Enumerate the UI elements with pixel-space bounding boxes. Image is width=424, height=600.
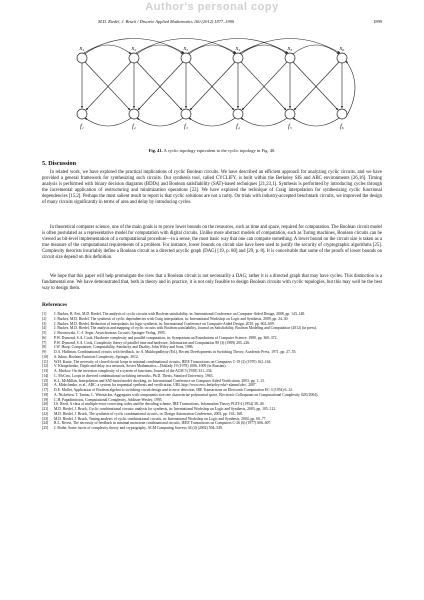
paragraph-3: We hope that this paper will help promulgate the view that a Boolean circuit is not necessarily a DAG; rather it is a directed graph that may have cycles. This distinction is a fundamental one. We have demonstrated that, both in theory and in practice, it is not only feasible to design Boolean circuits with cyclic topologies, but this may well be the best way to design them. xyxy=(42,274,382,292)
reference-item: [13] A. Markov, On the inversion complexity of a system of functions, Journal of the ACM 5 (1958) 331–334. xyxy=(42,369,213,373)
reference-item: [23] M.D. Riedel, J. Bruck, Timing analysis of cyclic combinational circuits, in: International Workshop on Logic and Synthesis, 2004, pp. 69–77. xyxy=(42,416,267,421)
bottom-node xyxy=(129,109,139,119)
bottom-node xyxy=(181,109,191,119)
page-number: 1899 xyxy=(373,19,382,24)
edge-bottom-arc xyxy=(241,118,287,126)
edge-bottom-arc xyxy=(293,118,339,126)
figure-cyclic-topology xyxy=(60,30,370,148)
top-node-label: x₄ xyxy=(235,46,241,52)
watermark: Author's personal copy xyxy=(145,1,279,13)
bottom-node-label: f₆ xyxy=(340,124,344,130)
reference-item: [19] C.H. Papadimitriou, Computational Complexity, Addison-Wesley, 1995. xyxy=(42,397,163,402)
edge-diagonal xyxy=(189,62,234,110)
edge-diagonal-back xyxy=(294,62,339,110)
edge-top-arc xyxy=(241,45,287,54)
top-node xyxy=(285,53,295,63)
top-node xyxy=(181,53,191,63)
reference-item: [14] C. McCaw, Loops in directed combinational switching networks, Ph.D. Thesis, Stanford University, 1963. xyxy=(42,373,214,378)
reference-item: [3] J. Backes, M.D. Riedel, Reduction of interpolants for logic synthesis, in: International Conference on Computer-Aided Design, 2010, pp. 602–609. xyxy=(42,321,275,326)
reference-item: [4] J. Backes, M.D. Riedel, The analysis and mapping of cyclic circuits with Boolean satisfiability, Journal on Satisfiability, Boolean Modeling and Computation (2012) (in press). xyxy=(42,326,318,331)
reference-item: [5] J. Brzozowski, C.-J. Seger, Asynchronous Circuits, Springer-Verlag, 1995. xyxy=(42,331,166,335)
edge-diagonal xyxy=(293,62,338,110)
reference-list xyxy=(42,312,384,431)
running-head-text: M.D. Riedel, J. Bruck / Discrete Applied Mathematics 160 (2012) 1877–1900 xyxy=(98,19,235,24)
reference-item: [10] S. Jukna, Boolean Function Complexity, Springer, 2012. xyxy=(42,354,139,359)
edge-wraparound xyxy=(346,61,355,117)
section-title: 5. Discussion xyxy=(42,160,77,167)
bottom-node xyxy=(233,109,243,119)
bottom-node-label: f₅ xyxy=(288,124,292,130)
bottom-node xyxy=(77,109,87,119)
edge-top-arc xyxy=(85,45,131,54)
cyclic-topology-diagram xyxy=(60,30,370,148)
running-head xyxy=(42,19,382,28)
reference-item: [21] M.D. Riedel, J. Bruck, Cyclic combinational circuits: analysis for synthesis, in: International Workshop on Logic and Synthesis, 2003, pp. 105–112. xyxy=(42,407,277,411)
reference-item: [25] J. Rothe, Some facets of complexity theory and cryptography, ACM Computing Surveys 34 (4) (2002) 504–549. xyxy=(42,426,223,430)
top-node-label: x₂ xyxy=(131,46,137,52)
edge-top-arc xyxy=(189,45,235,54)
edge-diagonal-back xyxy=(190,62,235,110)
paragraph-1: In related work, we have explored the practical implications of cyclic Boolean circuits. We have described an efficient approach for analyzing cyclic circuits, and we have provided a general framework for synthesizing such circuits. Our synthesis tool, called CYCLIFY, is built within the Berkeley SIS and ABC environments [26,16]. Timing analysis is performed with binary decision diagrams (BDDs) and Boolean satisfiability (SAT)-based techniques [21,23,1]. Synthesis is performed by introducing cycles through the incremental application of restructuring and minimization operations [22]. We have explored the technique of Craig interpolation for synthesizing cyclic functional dependencies [15,2]. Perhaps the most salient result to report is that cyclic solutions are not a rarity. On trials with industry-accepted benchmark circuits, we improved the design of many circuits significantly in terms of area and delay by introducing cycles. xyxy=(42,170,382,206)
edge-diagonal xyxy=(241,62,286,110)
edge-top-arc xyxy=(137,45,183,54)
reference-item: [22] M.D. Riedel, J. Bruck, The synthesis of cyclic combinational circuits, in: Design Automation Conference, 2003, pp. 163–168. xyxy=(42,411,243,416)
edge-diagonal xyxy=(137,62,182,110)
reference-item: [9] D.A. Huffman, Combinational circuits with feedback, in: A. Mukhopadhyay (Ed.), Recent Developments in Switching Theory, Academic Press, 1971, pp. 27–55. xyxy=(42,350,297,354)
reference-item: [7] P.W. Dymond, S.A. Cook, Complexity theory of parallel time and hardware, Information and Computation 80 (3) (1989) 205–226. xyxy=(42,340,251,345)
caption-text: A cyclic topology equivalent to the cyclic topology in Fig. 40. xyxy=(162,148,276,153)
bottom-node xyxy=(285,109,295,119)
paragraph-2: In theoretical computer science, one of the main goals is to prove lower bounds on the resources, such as time and space, required for computation. The Boolean circuit model is often postulated as a representative model for computation with digital circuits. Unlike more abstract models of computation, such as Turing machines, Boolean circuits can be viewed as bit-level implementation of a computational procedure—in a sense, the most basic way that one can compute something. A lower bound on the circuit size is taken as a true measure of the computational requirements of a problem. For instance, lower bounds on circuit size have been used to justify the security of cryptographic algorithms [25]. Complexity theorists invariably define a Boolean circuit as a directed acyclic graph (DAG) [19, p. 80] and [29, p. 8]. It is conceivable that some of the proofs of lower bounds on circuit size depend on this definition. xyxy=(42,225,382,261)
bottom-node-label: f₃ xyxy=(184,124,188,130)
caption-label: Fig. 41. xyxy=(148,148,163,153)
top-node-label: x₆ xyxy=(339,46,345,52)
references-title: References xyxy=(42,302,68,308)
reference-item: [12] V. Khrapchenko, Depth and delay in a network, Soviet Mathematics—Doklady 19 (1978) 1006–1009 (in Russian). xyxy=(42,364,227,369)
edge-bottom-arc xyxy=(189,118,235,126)
reference-item: [20] I.S. Reed, A class of multiple-error-correcting codes and the decoding scheme, IRE Transactions, Information Theory PGIT-4 (1954) 38–49. xyxy=(42,402,265,407)
top-node xyxy=(233,53,243,63)
edge-diagonal xyxy=(85,62,130,110)
edge-bottom-arc xyxy=(85,118,131,126)
reference-item: [2] J. Backes, M.D. Riedel, The synthesis of cyclic dependencies with Craig interpolation, in: International Workshop on Logic and Synthesis, 2009, pp. 24–30. xyxy=(42,316,289,321)
edge-diagonal-back xyxy=(138,62,183,110)
reference-item: [15] K.L. McMillan, Interpolation and SAT-based model checking, in: International Conference on Computer Aided Verification, 2003, pp. 1–13. xyxy=(42,378,265,383)
reference-item: [24] R.L. Rivest, The necessity of feedback in minimal monotone combinational circuits, IEEE Transactions on Computers C-26 (6) (1977) 606–607. xyxy=(42,421,272,426)
reference-item: [16] A. Mishchenko, et al., ABC: a system for sequential synthesis and verification. URL http://www.eecs.berkeley.edu/~alanmi/abc/, 2007. xyxy=(42,383,257,388)
top-node xyxy=(77,53,87,63)
top-node-label: x₃ xyxy=(183,46,189,52)
top-node xyxy=(337,53,347,63)
edge-bottom-arc xyxy=(137,118,183,126)
top-node-label: x₁ xyxy=(79,46,85,52)
reference-item: [18] A. Nickelsen, T. Tantau, L. Weizsäcker, Aggregates with components size one characterize polynomial space, Electronic Colloquium on Computational Complexity 028 (2004). xyxy=(42,392,319,397)
reference-item: [11] W.H. Kautz, The necessity of closed circuit loops in minimal combinational circuits, IEEE Transactions on Computers C-19 (2) (1970) 162–164. xyxy=(42,359,272,364)
edge-top-arc xyxy=(293,45,339,54)
bottom-node-label: f₄ xyxy=(236,124,240,130)
top-node xyxy=(129,53,139,63)
bottom-node-label: f₁ xyxy=(80,124,84,130)
edge-diagonal-back xyxy=(242,62,287,110)
bottom-node xyxy=(337,109,347,119)
figure-caption xyxy=(40,148,384,153)
reference-item: [17] D.E. Muller, Application of Boolean algebra to switching circuit design and to error detection, IRE Transactions on Electronic Computation EC-3 (1954) 6–12. xyxy=(42,388,293,392)
bottom-node-label: f₂ xyxy=(132,124,136,130)
edge-diagonal-back xyxy=(86,62,131,110)
reference-item: [1] J. Backes, B. Fett, M.D. Riedel, The analysis of cyclic circuits with Boolean satisfiability, in: International Conference on Computer-Aided Design, 2008, pp. 143–148. xyxy=(42,312,306,316)
reference-item: [8] J.W. Hoop, Computation, Computability, Similarity and Duality, John Wiley and Sons, 1986. xyxy=(42,345,194,350)
top-node-label: x₅ xyxy=(287,46,293,52)
reference-item: [6] P.W. Dymond, S.A. Cook, Hardware complexity and parallel computation, in: Symposium on Foundations of Computer Science, 1980, pp. 360–372. xyxy=(42,335,278,340)
